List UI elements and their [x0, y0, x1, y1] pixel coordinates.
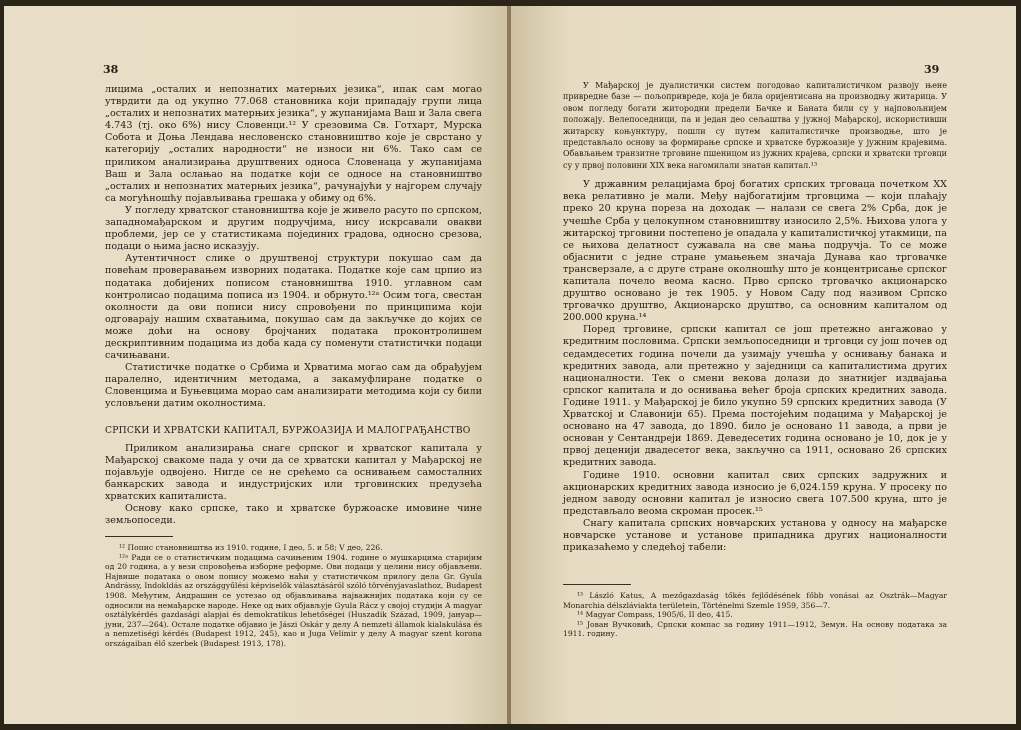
right-body [563, 80, 947, 554]
footnote-rule [563, 584, 631, 585]
footnote: ¹³ László Katus, A mezőgazdaság tőkés fejlődésének főbb vonásai az Osztrák—Magyar Monarchia délszláviakta területein, Történelmi Szemle 1959, 356—7. [563, 591, 947, 610]
section-heading: СРПСКИ И ХРВАТСКИ КАПИТАЛ, БУРЖОАЗИЈА И МАЛОГРАЂАНСТВО [105, 424, 471, 436]
book-spread [4, 6, 1016, 724]
paragraph: Поред трговине, српски капитал се још претежно ангажовао у кредитним пословима. Српски земљопоседници и трговци су још почев од седамдесетих година почели да узимају учешћа у оснивању банака и кредитних завода, али претежно у заједници са капиталистима других националности. Тек о смени векова долази до знатнијег издвајања српског капитала и до оснивања већег броја српских кредитних завода. Године 1911. у Мађарској је било укупно 59 српских кредитних завода (У Хрватској и Славонији 65). Према постојећим подацима у Мађарској је основано на 47 завода, до 1890. било је основано 11 завода, а први је основан у Сентандреји 1869. Деведесетих година основано је 10, док је у првој деценији двадесетог века, закључно са 1911, основано 26 српских кредитних завода. [563, 324, 947, 469]
footnote: ¹² Попис становништва из 1910. године, I део, 5. и 58; V део, 226. [119, 543, 383, 552]
footnote-rule [105, 536, 173, 537]
left-page [4, 6, 509, 724]
paragraph: У државним релацијама број богатих српских трговаца почетком XX века релативно је мали. Међу најбогатијим трговцима — који плаћају преко 20 круна пореза на доходак — налази се свега 2% Срба, док је учешће Срба у целокупном становништву износило 2,5%. Њихова улога у житарској трговини постепено је опадала у капиталистичкој утакмици, па се њихова делатност сужавала на све мања подручја. То се може објаснити с једне стране умањењем значаја Дунава као трговачке трансверзале, а с друге стране околношћу што је концентрисање српског капитала почело веома касно. Прво српско трговачко акционарско друштво основано је тек 1905. у Новом Саду под називом Српско трговачко друштво, Акционарско друштво, са основним капиталом од 200.000 круна.¹⁴ [563, 179, 947, 324]
footnote: ¹²ᵃ Ради се о статистичким подацима сачињеним 1904. године о мушкарцима старијим од 20 година, а у вези спровођења изборне реформе. Ови подаци у целини нису објављени. Највише података о овом попису можемо наћи у статистичком прилогу дела Gr. Gyula Andrássy, Indokldás az országgyűlési képviselők választásáról szóló törvényjavaslathoz, Budapest 1908. Међутим, Андрашин се устезао од објављивања најважнијих података који су се односили на немађарске народе. Неке од њих објављује Gyula Rácz у својој студији A magyar osztálykérdés gazdasági alapjai és demokratikus lehetőségei (Huszadik Század, 1909, јануар—јуни, 237—264). Остале податке објавио је Jászi Oskár у делу A nemzeti államok kialakulása és a nemzetiségi kérdés (Budapest 1912, 245), као и Juga Velimir у делу A magyar szent korona országaiban élő szerbek (Budapest 1913, 178). [105, 552, 482, 648]
paragraph: Статистичке податке о Србима и Хрватима могао сам да обрађујем паралелно, идентичним методама, а закамуфлиране податке о Словенцима и Буњевцима морао сам анализирати методима који су били условљени датим околностима. [105, 362, 482, 410]
paragraph: Аутентичност слике о друштвеној структури покушао сам да повећам проверавањем изворних података. Податке које сам црпио из података добијених пописом становништва 1910. углавном сам контролисао подацима пописа из 1904. и обрнуто.¹²ᵃ Осим тога, свестан околности да ови пописи нису спровођени по принципима који одговарају нашим схватањима, покушао сам да закључке до којих се може доћи на основу бројчаних података проконтролишем дескриптивним подацима из доба када су поменути статистички подаци сачињавани. [105, 253, 482, 362]
paragraph: Године 1910. основни капитал свих српских задружних и акционарских кредитних завода износио је 6,024.159 круна. У просеку по једном заводу основни капитал је износио свега 107.500 круна, што је представљало веома скроман просек.¹⁵ [563, 469, 947, 517]
right-page [511, 6, 1016, 724]
paragraph: Приликом анализирања снаге српског и хрватског капитала у Мађарској свакоме пада у очи да се хрватски капитал у Мађарској не појављује одвојено. Нигде се не срећемо са оснивањем самосталних банкарских завода и индустријских или трговинских предузећа хрватских капиталиста. [105, 442, 482, 502]
paragraph: Снагу капитала српских новчарских установа у односу на мађарске новчарске установе и установе припадника других националности приказаћемо у следећој табели: [563, 517, 947, 554]
footnote: ¹⁵ Јован Вучковић, Српски компас за годину 1911—1912, Земун. На основу података за 1911. годину. [563, 619, 947, 639]
left-body [105, 84, 482, 527]
page-number-left: 38 [103, 63, 119, 76]
intro-paragraph: У Мађарској је дуалистички систем погодовао капиталистичком развоју њене привредне базе — пољопривреде, која је била оријентисана на производњу житарица. У овом погледу богати житородни предели Бачке и Баната били су у најповољнијем положају. Велепоседници, па и један део сељаштва у јужној Мађарској, искористивши житарску коњунктуру, пошли су путем капиталистичке производње, што је представљало основу за формирање српске и хрватске буржоазије у јужним крајевима. Обављањем транзитне трговине пшеницом из јужних крајева, српски и хрватски трговци су у првој половини XIX века нагомилали знатан капитал.¹³ [563, 81, 947, 170]
page-number-right: 39 [924, 63, 940, 76]
left-footnotes [105, 536, 482, 649]
paragraph: У погледу хрватског становништва које је живело расуто по српском, западномађарском и другим подручјима, нису искрсавали овакви проблеми, јер се у статистикама појединих градова, односно срезова, подаци о њима јасно исказују. [105, 204, 482, 253]
paragraph: Основу како српске, тако и хрватске буржоаске имовине чине земљопоседи. [105, 503, 482, 527]
right-footnotes [563, 584, 947, 639]
footnote: ¹⁴ Magyar Compass, 1905/6, II deo, 415. [577, 610, 733, 620]
paragraph: лицима „осталих и непознатих матерњих језика“, ипак сам могао утврдити да од укупно 77.068 становника који припадају групи лица „осталих и непознатих матерњих језика“, у жупанијама Ваш и Зала свега 4.743 (тј. око 6%) нису Словенци.¹² У срезовима Св. Готхарт, Мурска Собота и Доња Лендава несловенско становништво које је сврстано у категорију „осталих народности“ не износи ни 6%. Тако сам се приликом анализирања друштвених односа Словенаца у жупанијама Ваш и Зала ослањао на податке који се односе на становништво „осталих и непознатих матерњих језика“, рачунајући у најгорем случају са могућношћу појављивања грешака у обиму од 6%. [105, 84, 482, 204]
